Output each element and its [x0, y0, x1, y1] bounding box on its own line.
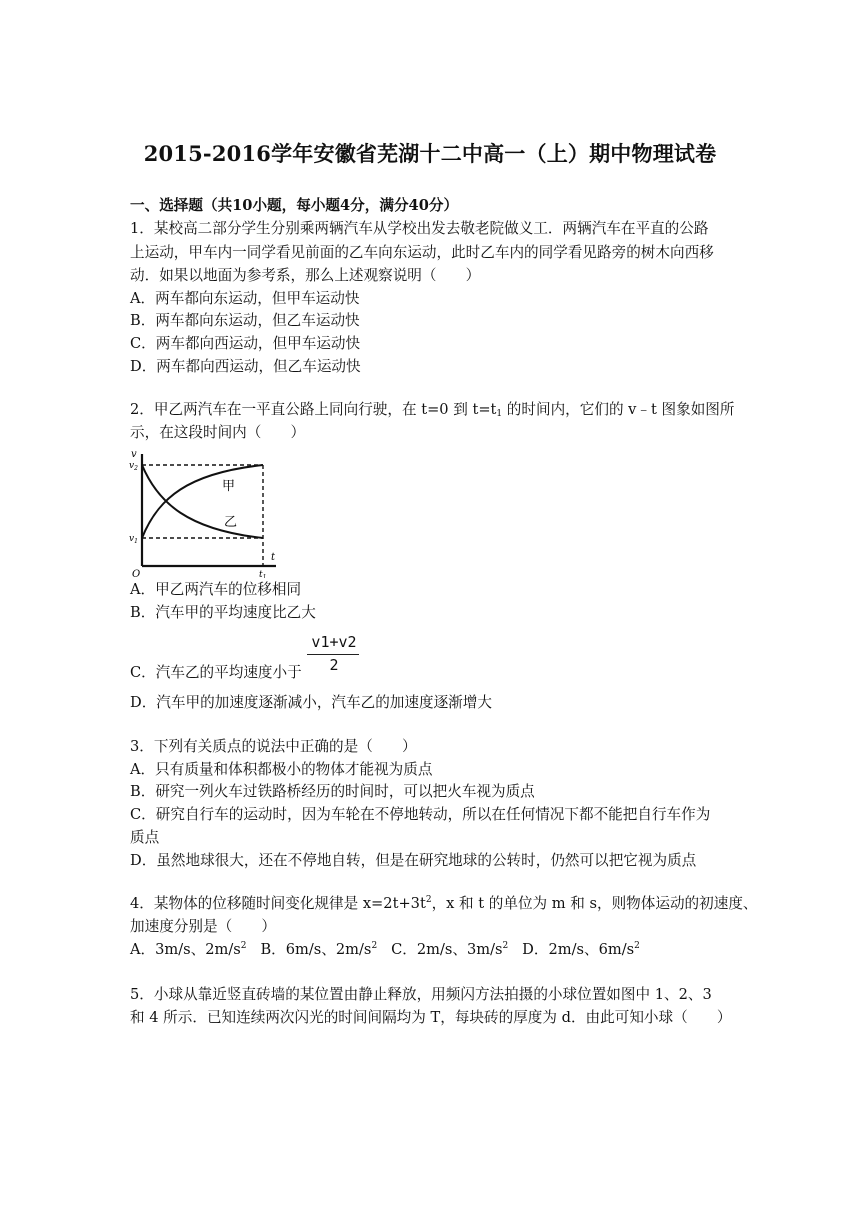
curve-jia-label: 甲 — [222, 479, 236, 494]
q4-option-c-sup: 2 — [502, 941, 509, 951]
q2-option-d: D．汽车甲的加速度逐渐减小，汽车乙的加速度逐渐增大 — [130, 694, 492, 711]
q4-options — [130, 940, 640, 960]
q2-option-b: B．汽车甲的平均速度比乙大 — [130, 604, 316, 621]
curve-yi — [142, 465, 263, 538]
q4-line-1-text-a: 4．某物体的位移随时间变化规律是 x=2t+3t — [130, 895, 426, 912]
q1-line-3: 动．如果以地面为参考系，那么上述观察说明（ ） — [130, 267, 481, 284]
q4-option-d: D．2m/s、6m/s — [522, 941, 635, 958]
q1-line-2: 上运动，甲车内一同学看见前面的乙车向东运动，此时乙车内的同学看见路旁的树木向西移 — [130, 244, 714, 261]
q4-line-2: 加速度分别是（ ） — [130, 918, 276, 935]
q1-option-b: B．两车都向东运动，但乙车运动快 — [130, 312, 360, 329]
q4-line-1-text-b: ，x 和 t 的单位为 m 和 s，则物体运动的初速度、 — [431, 895, 758, 912]
fraction-numerator: v1+v2 — [311, 633, 357, 651]
q4-line-1-sup: 2 — [425, 895, 432, 905]
q5-line-2: 和 4 所示．已知连续两次闪光的时间间隔均为 T，每块砖的厚度为 d．由此可知小球（ ） — [130, 1009, 732, 1026]
fraction-bar — [307, 654, 359, 655]
q4-option-a: A．3m/s、2m/s — [130, 941, 241, 958]
q3-option-d: D．虽然地球很大，还在不停地自转，但是在研究地球的公转时，仍然可以把它视为质点 — [130, 852, 697, 869]
q4-option-a-sup: 2 — [240, 941, 247, 951]
origin-label: O — [132, 569, 141, 578]
q2-line-1 — [130, 400, 735, 420]
q2-option-a: A．甲乙两汽车的位移相同 — [130, 581, 302, 598]
q3-option-c-cont: 质点 — [130, 829, 160, 846]
q2-line-1-text-b: 的时间内，它们的 v﹣t 图象如图所 — [502, 401, 735, 418]
page-title: 2015-2016学年安徽省芜湖十二中高一（上）期中物理试卷 — [143, 141, 717, 166]
q4-option-d-sup: 2 — [634, 941, 640, 951]
q1-option-c: C．两车都向西运动，但甲车运动快 — [130, 335, 361, 352]
q4-line-1 — [130, 894, 758, 914]
q3-option-a: A．只有质量和体积都极小的物体才能视为质点 — [130, 761, 433, 778]
q4-option-c: C．2m/s、3m/s — [391, 941, 503, 958]
q4-option-b: B．6m/s、2m/s — [260, 941, 372, 958]
q2-line-2: 示，在这段时间内（ ） — [130, 424, 306, 441]
q4-option-b-sup: 2 — [371, 941, 378, 951]
q3-option-b: B．研究一列火车过铁路桥经历的时间时，可以把火车视为质点 — [130, 783, 535, 800]
q2-option-c: C．汽车乙的平均速度小于 — [130, 664, 302, 681]
q1-option-d: D．两车都向西运动，但乙车运动快 — [130, 358, 361, 375]
q2-line-1-sub: 1 — [496, 409, 503, 419]
t-axis-label: t — [271, 552, 276, 563]
q3-stem: 3．下列有关质点的说法中正确的是（ ） — [130, 738, 417, 755]
q1-option-a: A．两车都向东运动，但甲车运动快 — [130, 290, 360, 307]
q1-line-1: 1．某校高二部分学生分别乘两辆汽车从学校出发去敬老院做义工．两辆汽车在平直的公路 — [130, 220, 709, 237]
curve-jia — [142, 465, 263, 538]
section-heading: 一、选择题（共10小题，每小题4分，满分40分） — [130, 197, 459, 214]
v1-label: $v_1$ — [129, 534, 138, 545]
q2-line-1-text-a: 2．甲乙两汽车在一平直公路上同向行驶，在 t=0 到 t=t — [130, 401, 497, 418]
t1-label: $t_1$ — [259, 570, 267, 578]
q5-line-1: 5．小球从靠近竖直砖墙的某位置由静止释放，用频闪方法拍摄的小球位置如图中 1、2、3 — [130, 986, 712, 1003]
v-axis-label: v — [131, 449, 137, 460]
v2-label: $v_2$ — [129, 461, 138, 472]
q3-option-c: C．研究自行车的运动时，因为车轮在不停地转动，所以在任何情况下都不能把自行车作为 — [130, 806, 711, 823]
fraction-denominator: 2 — [329, 656, 339, 674]
fraction-v1-plus-v2-over-2 — [307, 633, 359, 677]
curve-yi-label: 乙 — [224, 515, 238, 530]
vt-graph — [128, 448, 280, 578]
